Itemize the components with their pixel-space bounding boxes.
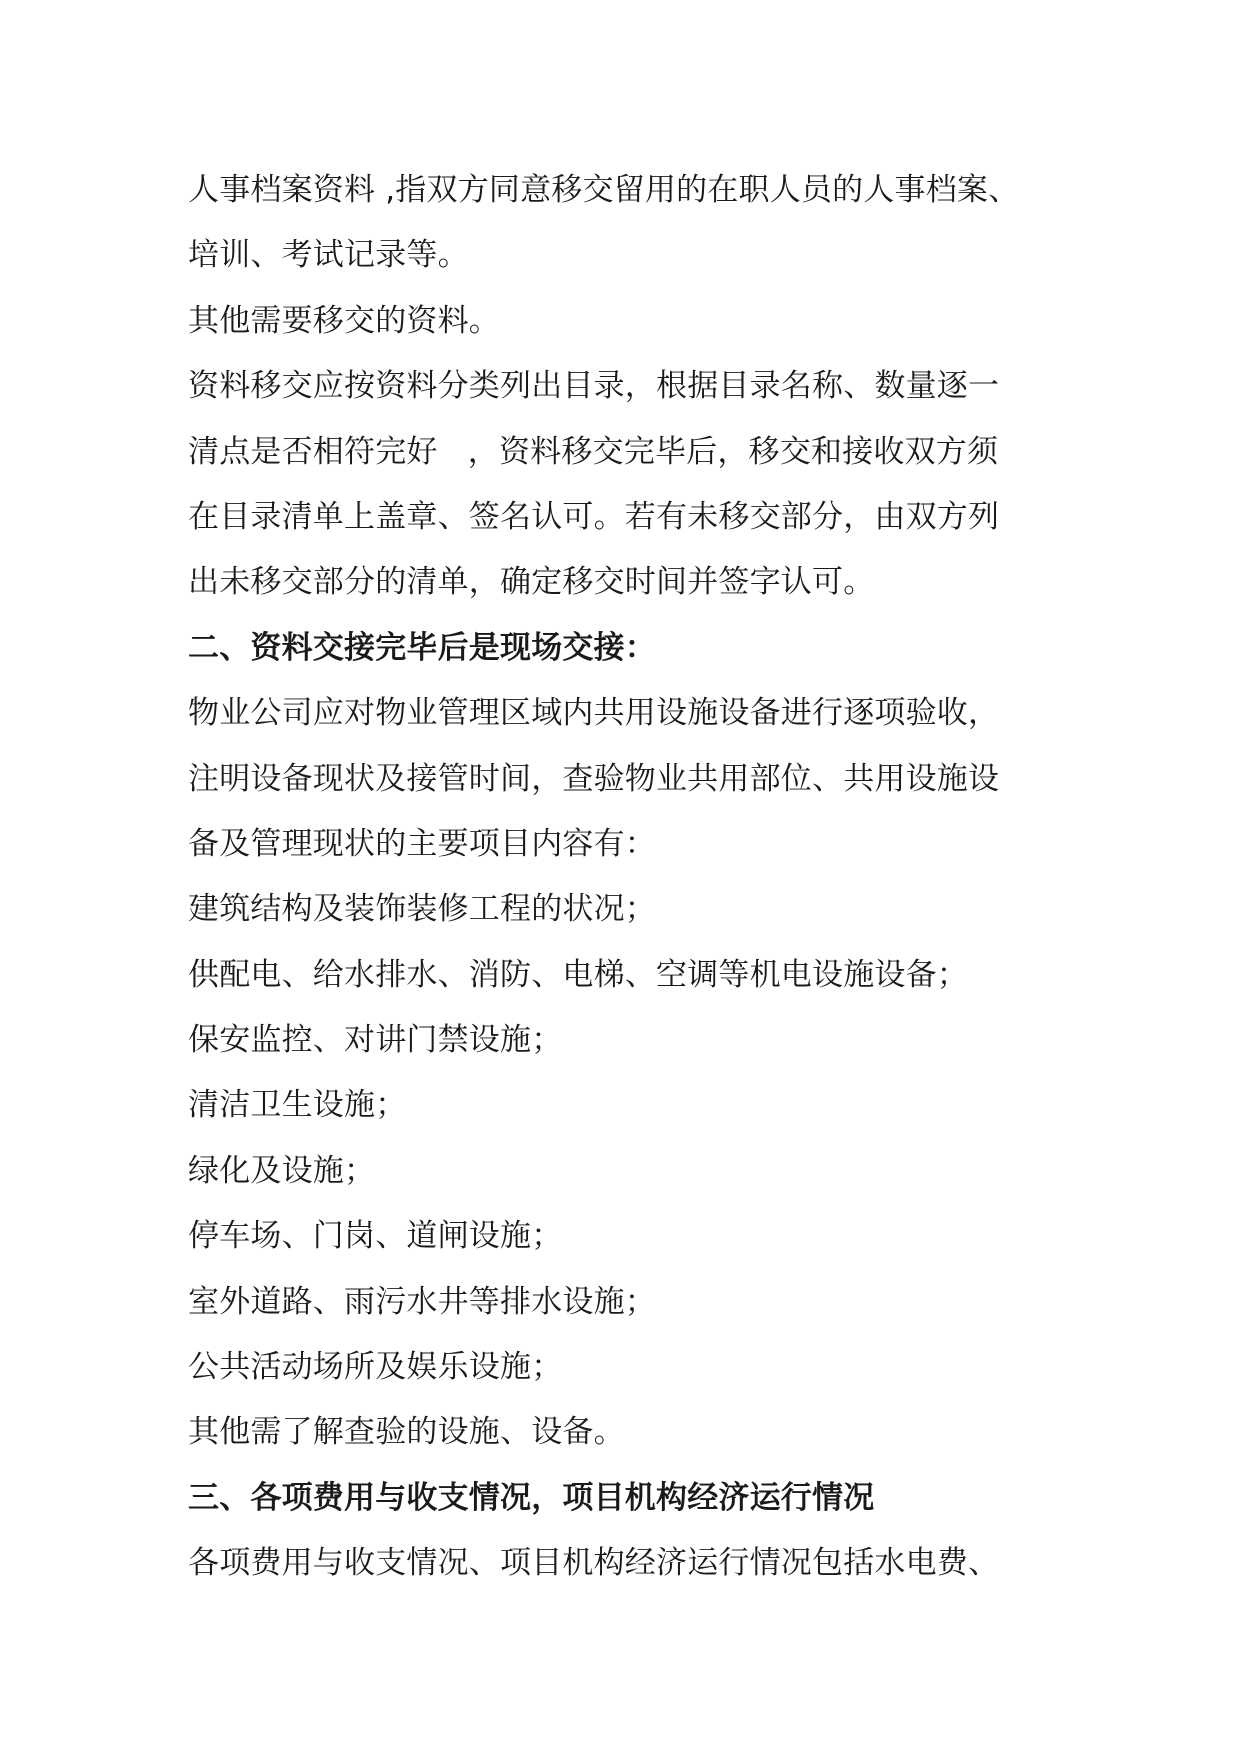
text-line: 人事档案资料 ,指双方同意移交留用的在职人员的人事档案、 xyxy=(188,172,1020,208)
text-line: 注明设备现状及接管时间，查验物业共用部位、共用设施设 xyxy=(188,760,1000,797)
document-body xyxy=(188,158,1068,1597)
section-heading: 二、资料交接完毕后是现场交接： xyxy=(188,629,656,666)
text-line: 其他需要移交的资料。 xyxy=(188,302,500,339)
text-line: 各项费用与收支情况、项目机构经济运行情况包括水电费、 xyxy=(188,1545,1000,1582)
list-item: 建筑结构及装饰装修工程的状况； xyxy=(188,891,656,928)
list-item: 绿化及设施； xyxy=(188,1152,376,1189)
section-heading: 三、各项费用与收支情况，项目机构经济运行情况 xyxy=(188,1479,875,1516)
text-line: 清点是否相符完好 ，资料移交完毕后，移交和接收双方须 xyxy=(188,433,999,470)
text-line: 资料移交应按资料分类列出目录，根据目录名称、数量逐一 xyxy=(188,368,1000,405)
list-item: 清洁卫生设施； xyxy=(188,1087,407,1124)
list-item: 其他需了解查验的设施、设备。 xyxy=(188,1414,625,1451)
text-line: 物业公司应对物业管理区域内共用设施设备进行逐项验收， xyxy=(188,695,1000,732)
text-line: 出未移交部分的清单，确定移交时间并签字认可。 xyxy=(188,564,875,601)
list-item: 停车场、门岗、道闸设施； xyxy=(188,1218,563,1255)
list-item: 保安监控、对讲门禁设施； xyxy=(188,1022,563,1059)
list-item: 室外道路、雨污水井等排水设施； xyxy=(188,1283,656,1320)
text-line: 在目录清单上盖章、签名认可。若有未移交部分，由双方列 xyxy=(188,498,1000,535)
list-item: 公共活动场所及娱乐设施； xyxy=(188,1349,563,1386)
text-line: 备及管理现状的主要项目内容有： xyxy=(188,825,656,862)
text-line: 培训、考试记录等。 xyxy=(188,237,469,274)
list-item: 供配电、给水排水、消防、电梯、空调等机电设施设备； xyxy=(188,956,968,993)
